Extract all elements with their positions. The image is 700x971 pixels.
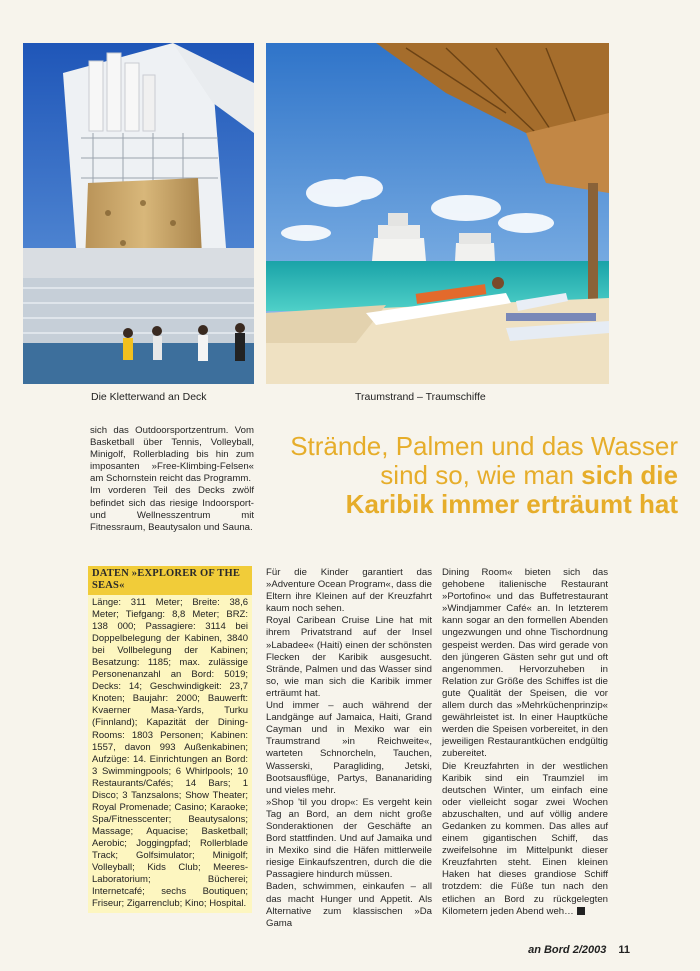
caption-beach: Traumstrand – Traumschiffe <box>355 391 486 403</box>
headline-line-2-bold: sich die <box>581 460 678 490</box>
article-paragraph: Dining Room« bieten sich das gehobene italienische Restaurant »Portofino« und das Buffetrestaurant »Windjammer Café« an. In letzterem kann sogar an den formellen Abenden ungezwungen und ohne Tischordnung gespeist werden. Das wird gerade von den jüngeren Gästen sehr gut und oft angenommen. Hervorzuheben in Relation zur Größe des Schiffes ist die gute Qualität der Speisen, die vor allem durch das »Mehrküchenprinzip« gewährleistet ist. In einer Hauptküche werden die Speisen vorbereitet, in den jeweiligen Restaurantküchen endgültig zubereitet. <box>442 567 608 760</box>
ship-data-box <box>88 566 252 913</box>
headline-line-2 <box>270 461 678 490</box>
caption-climbing-wall: Die Kletterwand an Deck <box>91 391 207 403</box>
article-paragraph: Royal Caribean Cruise Line hat mit ihrem Privatstrand auf der Insel »Labadee« (Haiti) einen der schönsten Flecken der Karibik ausgesucht. Strände, Palmen und das Wasser sind so, wie man sich die Karibik immer erträumt hat. <box>266 615 432 699</box>
page-footer <box>528 944 630 956</box>
article-paragraph: »Shop 'til you drop«: Es vergeht kein Tag an Bord, an dem nicht große Sonderaktionen der Geschäfte an Bord stattfinden. Und auf Jamaika und in Mexiko sind die Häfen mittlerweile riesige Einkaufszentren, durch die die Passagiere hindurch müssen. <box>266 796 432 881</box>
ship-data-text: Länge: 311 Meter; Breite: 38,6 Meter; Tiefgang: 8,8 Meter; BRZ: 138 000; Passagiere: 3114 bei Doppelbelegung der Kabinen, 3840 bei Vollbelegung der Kabinen; Besatzung: 1185; max. zulässige Personenanzahl an Bord: 5019; Decks: 14; Geschwindigkeit: 23,7 Knoten; Baujahr: 2000; Bauwerft: Kvaerner Masa-Yards, Turku (Finnland); Kapazität der Dining-Rooms: 1803 Personen; Kabinen: 1557, davon 993 Außenkabinen; Aufzüge: 14. Einrichtungen an Bord: 3 Swimmingpools; 6 Whirlpools; 10 Restaurants/Cafés; 14 Bars; 1 Disco; 3 Tanzsalons; Show Theater; Royal Promenade; Casino; Karaoke; Spa/Fitnesscenter; Beautysalons; Massage; Aquacise; Basketball; Aerobic; Joggingpfad; Rollerblade Track; Golfsimulator; Minigolf; Volleyball; Kids Club; Meeres-Laboratorium; Bücherei; Internetcafé; sechs Boutiquen; Friseur; Zigarrenclub; Kino; Hospital. <box>92 597 248 910</box>
headline-line-3-bold: Karibik immer erträumt hat <box>345 489 678 519</box>
end-mark-icon <box>577 907 585 915</box>
article-paragraph: Und immer – auch während der Landgänge auf Jamaica, Haiti, Grand Cayman und in Mexiko war ein Traumstrand »in Reichweite«, warteten Schnorcheln, Tauchen, Wasserski, Paragliding, Jetski, Bootsausflüge, Partys, Bananariding und vieles mehr. <box>266 700 432 796</box>
article-paragraph <box>442 761 608 918</box>
ship-data-title: DATEN »EXPLORER OF THE SEAS« <box>88 566 252 595</box>
page-number: 11 <box>618 944 630 956</box>
article-paragraph: Baden, schwimmen, einkaufen – all das macht Hunger und Appetit. Als Alternative zum klassischen »Da Gama <box>266 881 432 929</box>
photo-climbing-wall <box>23 43 254 384</box>
article-column-2 <box>266 567 432 930</box>
article-paragraph: Für die Kinder garantiert das »Adventure Ocean Program«, dass die Eltern ihre Kleinen auf der Kreuzfahrt kaum noch sehen. <box>266 567 432 615</box>
headline <box>270 432 678 519</box>
article-paragraph-text: Die Kreuzfahrten in der westlichen Karibik sind ein Traumziel im deutschen Winter, um einfach eine oder vielleicht sogar zwei Wochen abzuschalten, und auf völlig andere Gedanken zu kommen. Das alles auf einem gigantischen Schiff, das zweifelsohne im Mittelpunkt dieser Kreuzfahrten steht. Einen kleinen Haken hat dieses grandiose Schiff trotzdem: die Füße tun nach den etlichen an Bord zu rückgelegten Kilometern jeden Abend weh… <box>442 760 608 917</box>
headline-line-2-plain: sind so, wie man <box>380 460 582 490</box>
intro-text <box>90 425 254 534</box>
intro-paragraph: Im vorderen Teil des Decks zwölf befindet sich das riesige Indoorsport- und Wellnesszentrum mit Fitnessraum, Beautysalon und Sauna. <box>90 485 254 533</box>
magazine-issue: an Bord 2/2003 <box>528 944 607 956</box>
photo-beach-cruise-ships <box>266 43 609 384</box>
article-column-3 <box>442 567 608 918</box>
intro-paragraph: sich das Outdoorsportzentrum. Vom Basketball über Tennis, Volleyball, Minigolf, Rollerblading bis hin zum imposanten »Free-Klimbing-Felsen« am Schornstein reicht das Programm. <box>90 425 254 485</box>
headline-line-3 <box>270 490 678 519</box>
headline-line-1: Strände, Palmen und das Wasser <box>290 431 678 461</box>
